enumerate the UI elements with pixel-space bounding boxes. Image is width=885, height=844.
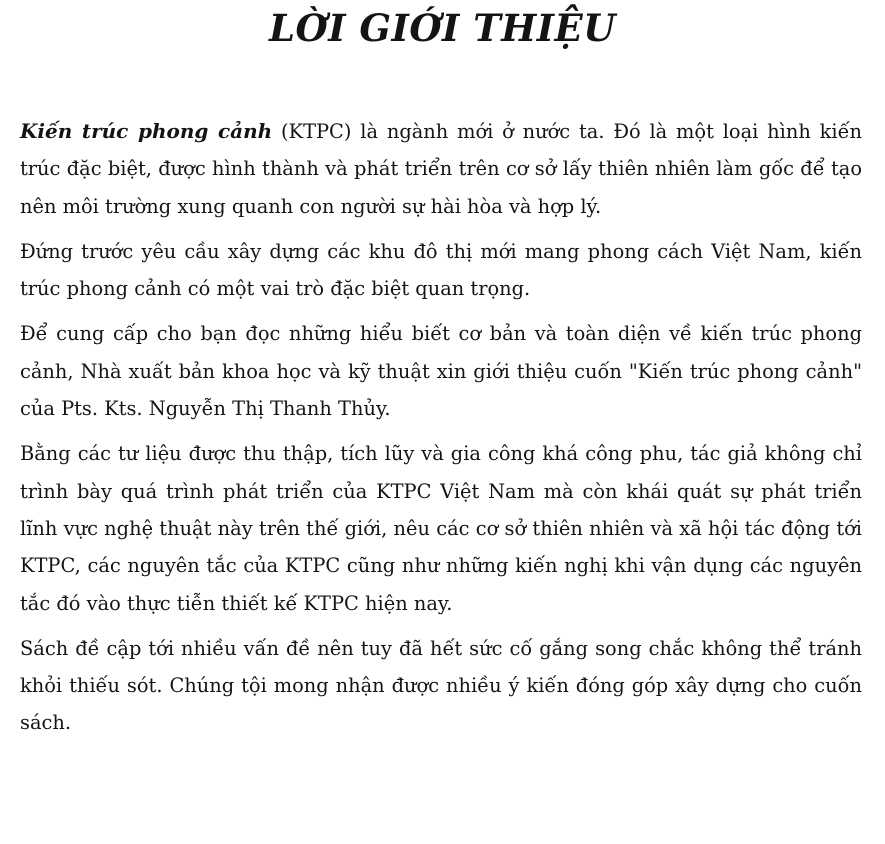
paragraph-5 xyxy=(20,630,862,742)
paragraph-2 xyxy=(20,233,862,308)
paragraph-text: Đứng trước yêu cầu xây dựng các khu đô thị mới mang phong cách Việt Nam, kiến trúc phong cảnh có một vai trò đặc biệt quan trọng. xyxy=(20,239,862,301)
paragraph-4 xyxy=(20,435,862,621)
paragraph-text: Để cung cấp cho bạn đọc những hiểu biết cơ bản và toàn diện về kiến trúc phong cảnh, Nhà xuất bản khoa học và kỹ thuật xin giới thiệu cuốn "Kiến trúc phong cảnh" của Pts. Kts. Nguyễn Thị Thanh Thủy. xyxy=(20,322,862,421)
document-body xyxy=(20,113,862,742)
paragraph-text: Bằng các tư liệu được thu thập, tích lũy và gia công khá công phu, tác giả không chỉ trình bày quá trình phát triển của KTPC Việt Nam mà còn khái quát sự phát triển lĩnh vực nghệ thuật này trên thế giới, nêu các cơ sở thiên nhiên và xã hội tác động tới KTPC, các nguyên tắc của KTPC cũng như những kiến nghị khi vận dụng các nguyên tắc đó vào thực tiễn thiết kế KTPC hiện nay. xyxy=(20,442,862,615)
paragraph-text: (KTPC) là ngành mới ở nước ta. Đó là một loại hình kiến trúc đặc biệt, được hình thành và phát triển trên cơ sở lấy thiên nhiên làm gốc để tạo nên môi trường xung quanh con người sự hài hòa và hợp lý. xyxy=(20,120,862,218)
page-title: LỜI GIỚI THIỆU xyxy=(268,6,617,50)
lead-term: Kiến trúc phong cảnh xyxy=(20,119,273,143)
paragraph-3 xyxy=(20,315,862,427)
paragraph-1 xyxy=(20,113,862,225)
paragraph-text: Sách đề cập tới nhiều vấn đề nên tuy đã hết sức cố gắng song chắc không thể tránh khỏi thiếu sót. Chúng tội mong nhận được nhiều ý kiến đóng góp xây dựng cho cuốn sách. xyxy=(20,636,862,735)
